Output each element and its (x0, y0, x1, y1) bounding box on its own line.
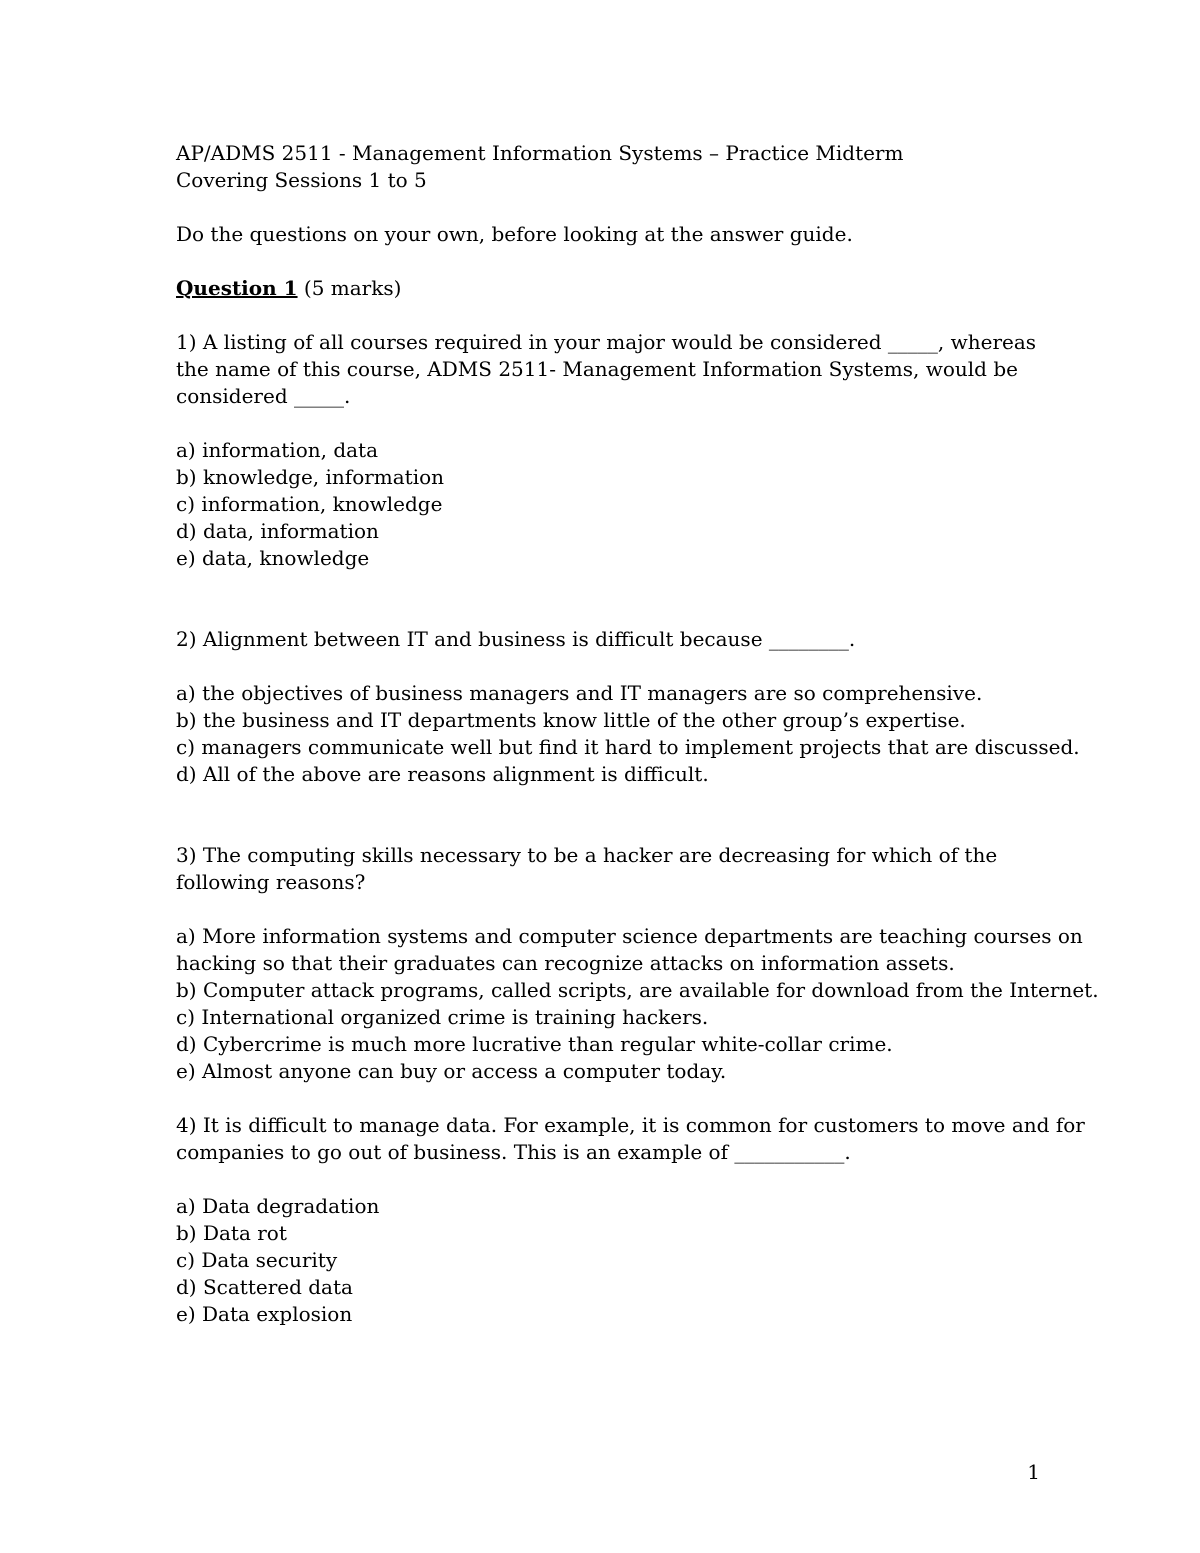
question-1-option-e: e) data, knowledge (176, 546, 370, 570)
question-1-option-b: b) knowledge, information (176, 465, 445, 489)
section-heading (176, 275, 1036, 302)
document-subtitle: Covering Sessions 1 to 5 (176, 168, 427, 192)
question-3-option-c: c) International organized crime is training hackers. (176, 1005, 709, 1029)
question-2-option-d: d) All of the above are reasons alignment is difficult. (176, 762, 709, 786)
question-1-option-c: c) information, knowledge (176, 492, 443, 516)
question-1-line-3: considered _____. (176, 384, 351, 408)
question-1-line-1: 1) A listing of all courses required in your major would be considered _____, whereas (176, 330, 1037, 354)
question-4-line-1: 4) It is difficult to manage data. For example, it is common for customers to move and for (176, 1113, 1085, 1137)
question-2-option-a: a) the objectives of business managers and IT managers are so comprehensive. (176, 681, 983, 705)
question-4-option-b: b) Data rot (176, 1221, 287, 1245)
question-1-option-d: d) data, information (176, 519, 379, 543)
question-3 (176, 842, 1099, 1085)
question-1 (176, 329, 1036, 572)
question-2-line-1: 2) Alignment between IT and business is difficult because ________. (176, 627, 856, 651)
question-3-option-d: d) Cybercrime is much more lucrative than regular white-collar crime. (176, 1032, 893, 1056)
question-4-option-e: e) Data explosion (176, 1302, 353, 1326)
page-number: 1 (1027, 1460, 1040, 1484)
question-3-option-a-cont: hacking so that their graduates can recognize attacks on information assets. (176, 951, 955, 975)
question-4-line-2: companies to go out of business. This is an example of ___________. (176, 1140, 851, 1164)
question-3-option-e: e) Almost anyone can buy or access a computer today. (176, 1059, 727, 1083)
question-2 (176, 626, 1080, 788)
question-1-option-a: a) information, data (176, 438, 379, 462)
document-body (176, 140, 1099, 1328)
question-2-option-b: b) the business and IT departments know little of the other group’s expertise. (176, 708, 966, 732)
instructions-text: Do the questions on your own, before looking at the answer guide. (176, 222, 853, 246)
document-title: AP/ADMS 2511 - Management Information Systems – Practice Midterm (176, 141, 904, 165)
question-4-option-d: d) Scattered data (176, 1275, 353, 1299)
section-marks: (5 marks) (297, 276, 402, 300)
section-title: Question 1 (176, 276, 298, 300)
question-1-line-2: the name of this course, ADMS 2511- Management Information Systems, would be (176, 357, 1018, 381)
question-4-option-a: a) Data degradation (176, 1194, 380, 1218)
question-3-option-b: b) Computer attack programs, called scripts, are available for download from the Internet. (176, 978, 1099, 1002)
question-4-option-c: c) Data security (176, 1248, 338, 1272)
question-3-line-1: 3) The computing skills necessary to be a hacker are decreasing for which of the (176, 843, 998, 867)
question-3-line-2: following reasons? (176, 870, 366, 894)
question-2-option-c: c) managers communicate well but find it hard to implement projects that are discussed. (176, 735, 1080, 759)
question-4 (176, 1112, 1085, 1328)
question-3-option-a: a) More information systems and computer science departments are teaching courses on (176, 924, 1083, 948)
